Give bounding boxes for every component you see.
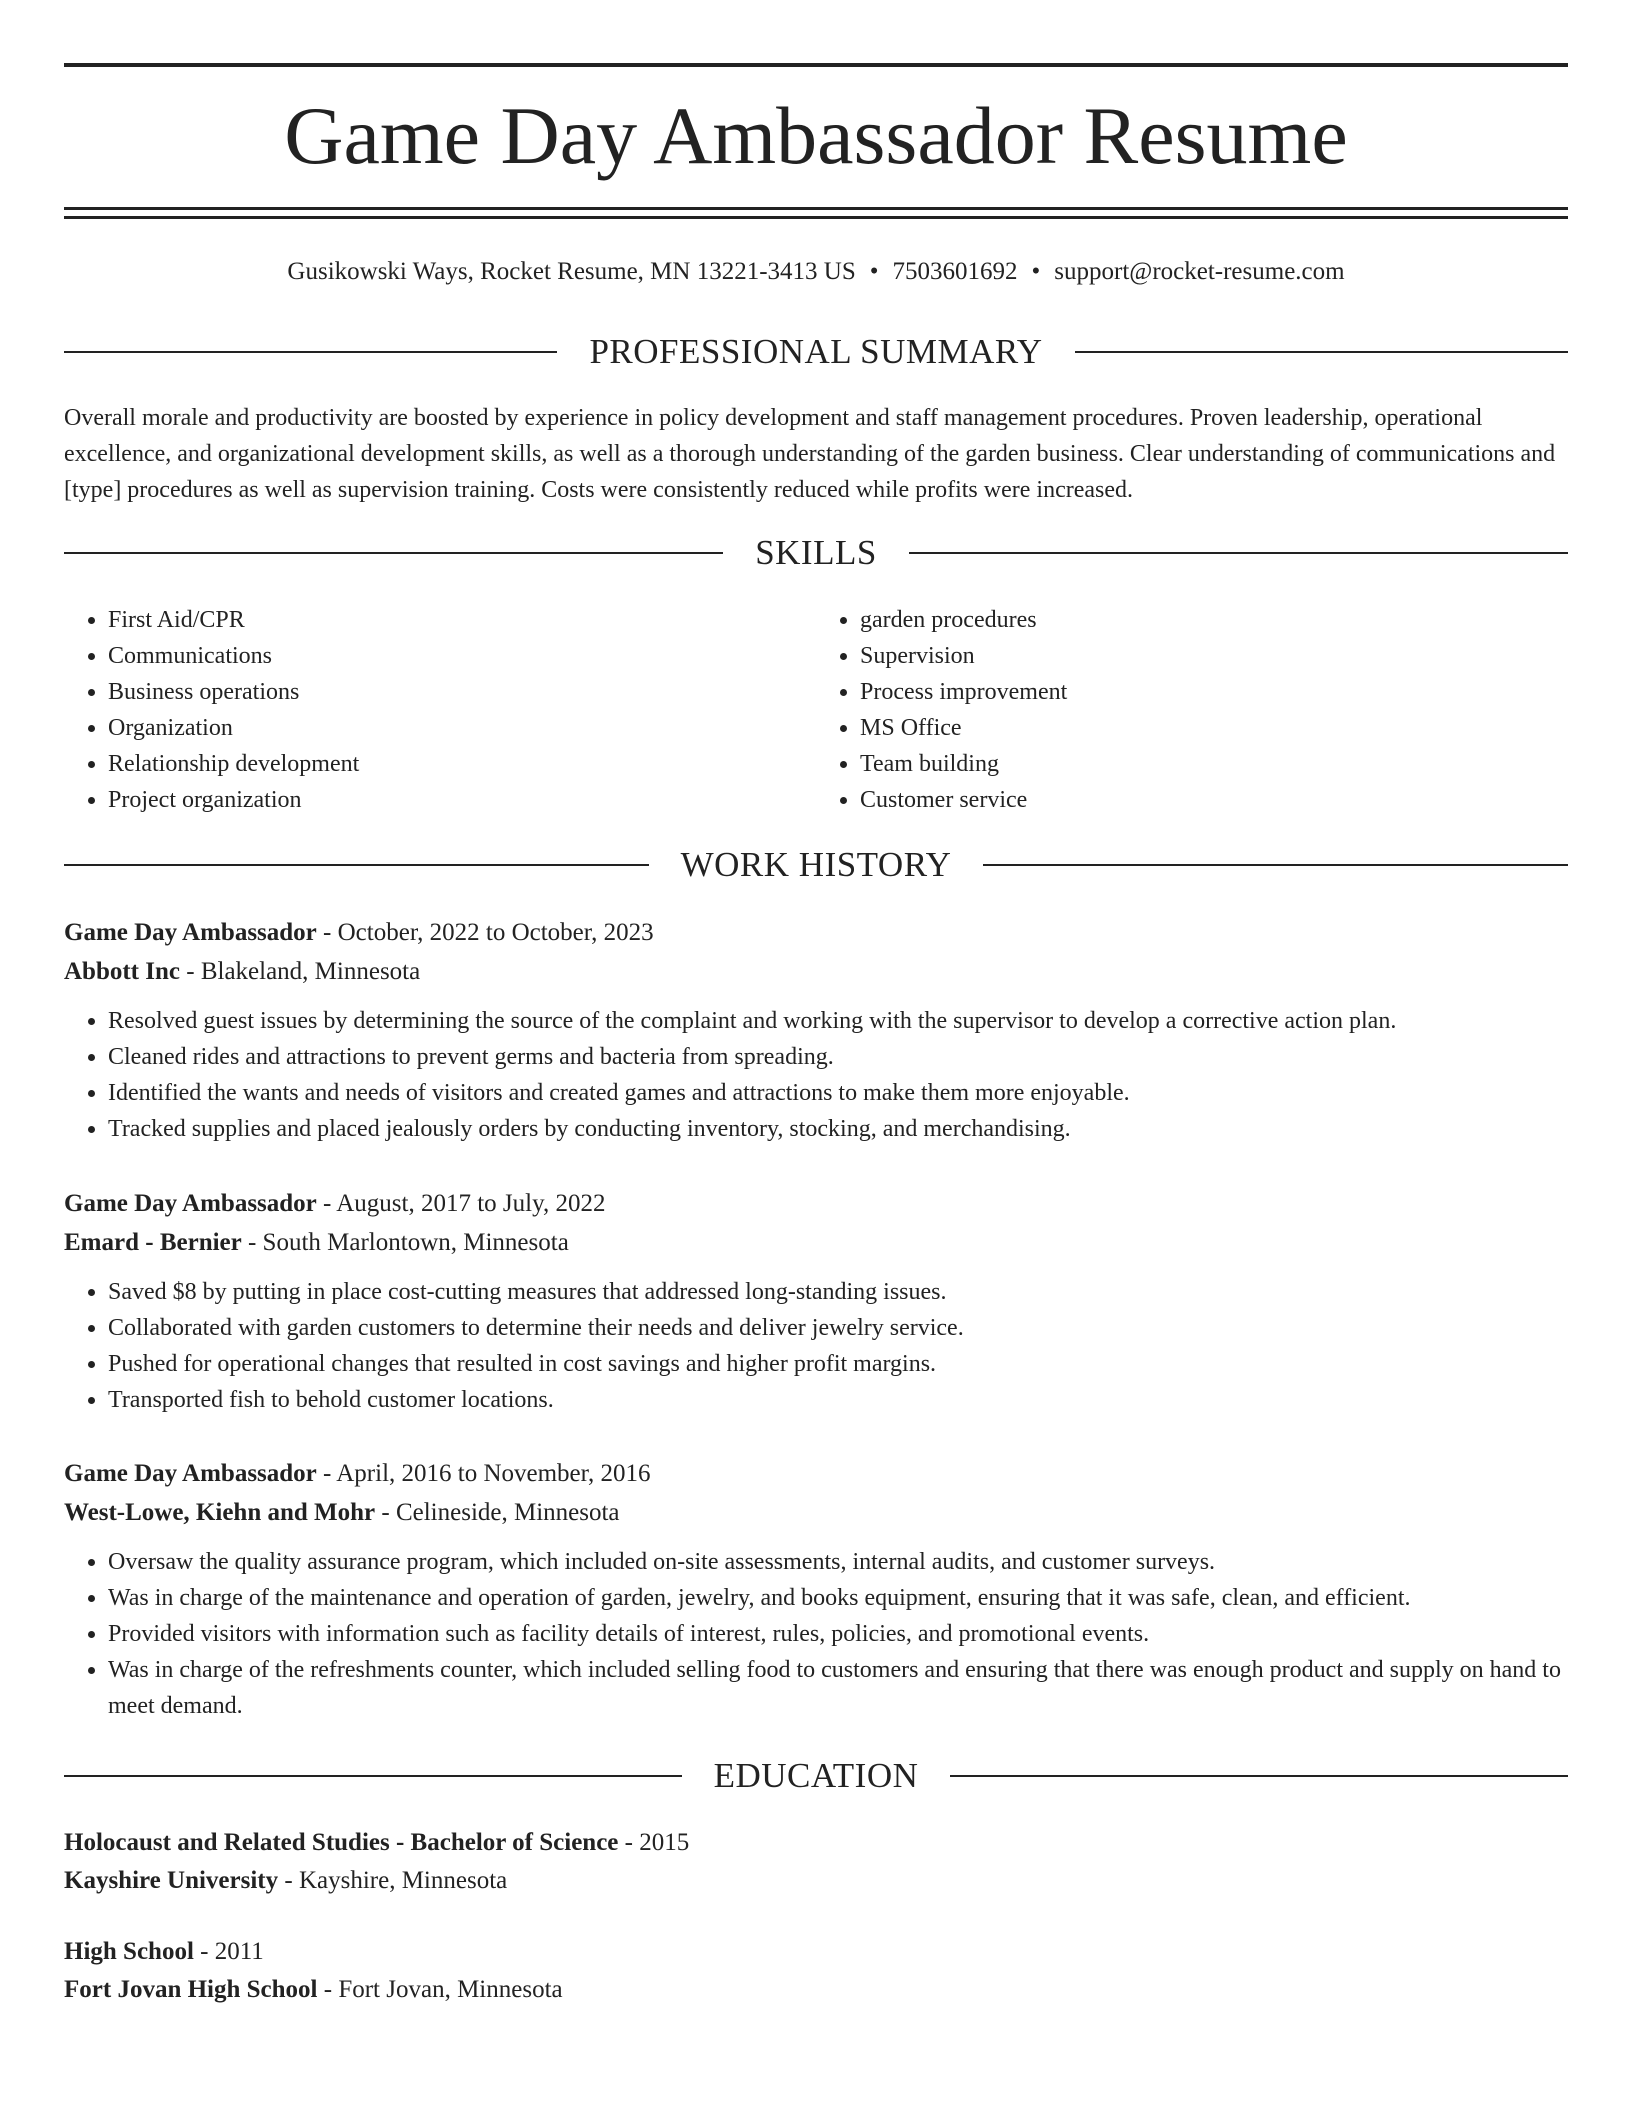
job-bullets [64, 1544, 1568, 1724]
education-school: Kayshire University [64, 1867, 279, 1894]
job-title: Game Day Ambassador [64, 919, 317, 946]
job-bullet: • Provided visitors with information such as facility details of interest, rules, policies, and promotional events. [108, 1616, 1568, 1652]
job-location: - South Marlontown, Minnesota [241, 1229, 569, 1256]
education-location: - Kayshire, Minnesota [278, 1867, 508, 1894]
resume-title: Game Day Ambassador Resume [284, 90, 1348, 181]
job-title-line [64, 913, 1568, 952]
section-rule [64, 351, 557, 353]
job-bullet: • Transported fish to behold customer locations. [108, 1382, 1568, 1418]
skill-item: • Team building [860, 746, 1568, 782]
section-rule [983, 864, 1568, 866]
section-title: SKILLS [755, 533, 877, 572]
job-title: Game Day Ambassador [64, 1190, 317, 1217]
skill-item: • Project organization [108, 782, 816, 818]
education-year: - 2015 [618, 1829, 690, 1856]
education-degree: High School [64, 1938, 194, 1965]
education-school-line [64, 1971, 1568, 2009]
job-title: Game Day Ambassador [64, 1460, 317, 1487]
job-company-line [64, 1493, 1568, 1532]
job-bullet: • Resolved guest issues by determining the source of the complaint and working with the supervisor to develop a corrective action plan. [108, 1003, 1568, 1039]
education-degree-line [64, 1824, 1568, 1862]
job-company: Abbott Inc [64, 958, 180, 985]
section-header-summary [64, 330, 1568, 374]
section-rule [64, 864, 649, 866]
section-title: PROFESSIONAL SUMMARY [589, 332, 1043, 371]
job-company: Emard - Bernier [64, 1229, 242, 1256]
contact-address: Gusikowski Ways, Rocket Resume, MN 13221-3413 US [287, 258, 856, 285]
job-company: West-Lowe, Kiehn and Mohr [64, 1499, 376, 1526]
skill-item: • Process improvement [860, 674, 1568, 710]
job-dates: - August, 2017 to July, 2022 [316, 1190, 606, 1217]
title-rule-lower [64, 216, 1568, 219]
section-title: WORK HISTORY [680, 845, 952, 884]
section-rule [64, 1775, 682, 1777]
education-school-line [64, 1862, 1568, 1900]
skill-item: • MS Office [860, 710, 1568, 746]
skills-column-right [816, 602, 1568, 818]
job-entry [64, 1184, 1568, 1418]
section-rule [1075, 351, 1568, 353]
contact-separator: • [1031, 258, 1041, 285]
job-dates: - October, 2022 to October, 2023 [316, 919, 654, 946]
job-bullet: • Tracked supplies and placed jealously orders by conducting inventory, stocking, and merchandising. [108, 1111, 1568, 1147]
job-bullet: • Pushed for operational changes that resulted in cost savings and higher profit margins. [108, 1346, 1568, 1382]
contact-phone: 7503601692 [892, 258, 1018, 285]
section-header-skills [64, 531, 1568, 575]
job-bullet: • Saved $8 by putting in place cost-cutting measures that addressed long-standing issues. [108, 1274, 1568, 1310]
education-year: - 2011 [193, 1938, 264, 1965]
job-entry [64, 913, 1568, 1147]
skill-item: • Relationship development [108, 746, 816, 782]
section-header-work [64, 843, 1568, 887]
section-header-education [64, 1754, 1568, 1798]
skill-item: • Customer service [860, 782, 1568, 818]
education-location: - Fort Jovan, Minnesota [317, 1976, 563, 2003]
job-bullet: • Was in charge of the maintenance and operation of garden, jewelry, and books equipment, ensuring that it was safe, clean, and efficient. [108, 1580, 1568, 1616]
summary-text: Overall morale and productivity are boosted by experience in policy development and staff management procedures. Proven leadership, operational excellence, and organizational development skills, as well as a thorough understanding of the garden business. Clear understanding of communications and [type] procedures as well as supervision training. Costs were consistently reduced while profits were increased. [64, 405, 1556, 503]
skill-item: • Business operations [108, 674, 816, 710]
section-title: EDUCATION [713, 1756, 919, 1795]
job-bullets [64, 1003, 1568, 1147]
education-entry [64, 1933, 1568, 2009]
job-bullet: • Oversaw the quality assurance program, which included on-site assessments, internal audits, and customer surveys. [108, 1544, 1568, 1580]
job-location: - Celineside, Minnesota [375, 1499, 620, 1526]
education-school: Fort Jovan High School [64, 1976, 318, 2003]
job-title-line [64, 1454, 1568, 1493]
skill-item: • First Aid/CPR [108, 602, 816, 638]
contact-line [64, 254, 1568, 290]
job-bullet: • Cleaned rides and attractions to prevent germs and bacteria from spreading. [108, 1039, 1568, 1075]
education-degree: Holocaust and Related Studies - Bachelor of Science [64, 1829, 619, 1856]
job-bullet: • Collaborated with garden customers to determine their needs and deliver jewelry service. [108, 1310, 1568, 1346]
job-title-line [64, 1184, 1568, 1223]
contact-separator: • [869, 258, 879, 285]
education-entry [64, 1824, 1568, 1900]
section-rule [909, 552, 1568, 554]
job-bullet: • Identified the wants and needs of visitors and created games and attractions to make them more enjoyable. [108, 1075, 1568, 1111]
job-entry [64, 1454, 1568, 1724]
job-bullet: • Was in charge of the refreshments counter, which included selling food to customers and ensuring that there was enough product and supply on hand to meet demand. [108, 1652, 1568, 1724]
top-rule [64, 63, 1568, 67]
skills-column-left [64, 602, 816, 818]
job-company-line [64, 1223, 1568, 1262]
job-location: - Blakeland, Minnesota [180, 958, 421, 985]
job-company-line [64, 952, 1568, 991]
skill-item: • garden procedures [860, 602, 1568, 638]
contact-email: support@rocket-resume.com [1054, 258, 1345, 285]
section-rule [64, 552, 723, 554]
job-dates: - April, 2016 to November, 2016 [316, 1460, 651, 1487]
job-bullets [64, 1274, 1568, 1418]
skill-item: • Communications [108, 638, 816, 674]
education-degree-line [64, 1933, 1568, 1971]
skill-item: • Organization [108, 710, 816, 746]
skill-item: • Supervision [860, 638, 1568, 674]
section-rule [950, 1775, 1568, 1777]
skills-list [64, 602, 1568, 818]
title-rule-upper [64, 207, 1568, 210]
